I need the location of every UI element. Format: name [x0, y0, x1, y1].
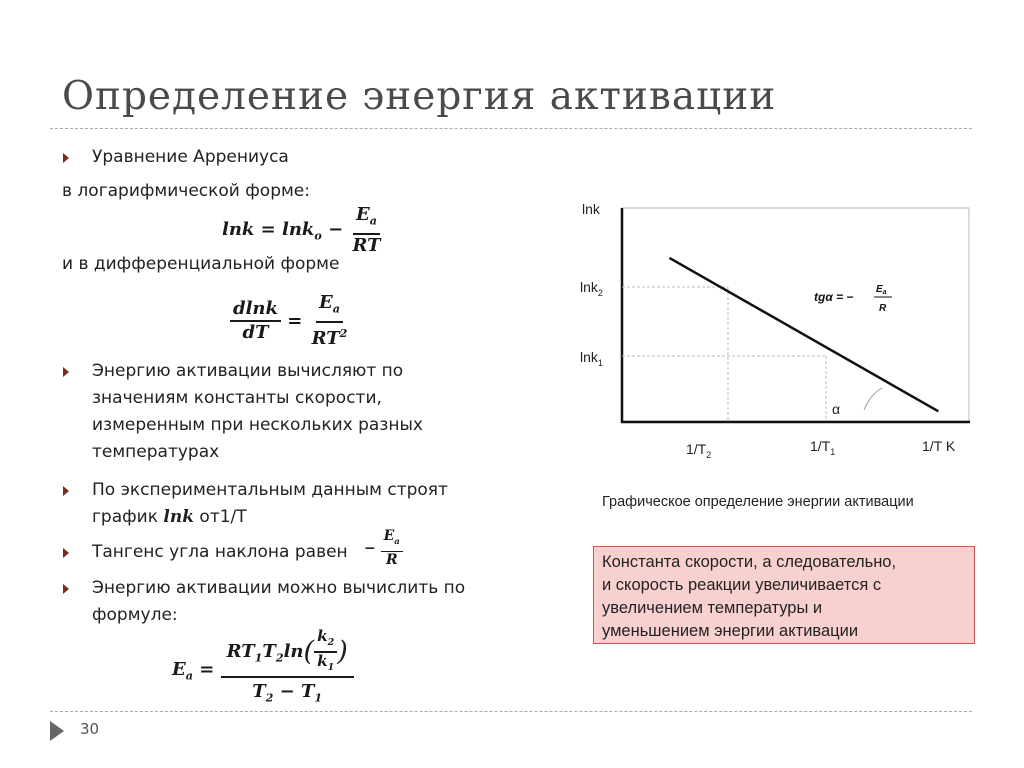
angle-arc — [864, 388, 882, 410]
bullet-marker-icon — [63, 153, 69, 163]
y-tick-lnk1: lnk$_1$ — [580, 349, 603, 368]
bullet-graph: По экспериментальным данным строят график lnk от1/T — [92, 480, 448, 527]
lnk-inline-formula: lnk — [163, 507, 195, 527]
log-form-label: в логарифмической форме: — [62, 181, 310, 201]
next-slide-arrow-icon[interactable] — [50, 721, 64, 741]
slope-annotation — [814, 284, 892, 314]
equation-diff-form: $\frac{dlnk}{dT}$ = $\frac{E_a}{RT^2}$ — [230, 292, 350, 350]
bullet-activation-energy: Энергию активации вычисляют по значениям константы скорости, измеренным при нескольких разных температурах — [92, 361, 423, 462]
x-tick-1-t2: $1/T_2$ — [686, 441, 712, 460]
equation-log-form: lnk = lnk$_o$ − $\frac{E_a}{RT}$ — [222, 204, 381, 256]
tangent-formula: − $\frac{E_a}{R}$ — [364, 528, 403, 569]
svg-text:Ea: $E_a$ — [876, 284, 887, 296]
footer-divider — [50, 711, 972, 712]
series-line — [669, 258, 938, 411]
bullet-arrhenius: Уравнение Аррениуса — [92, 147, 289, 167]
bullet-tangent: Тангенс угла наклона равен — [92, 542, 348, 562]
chart-frame — [622, 208, 969, 421]
equation-ea: $E_a$ = $RT_1T_2\ln$( $\frac{k_2}{k_1}$ ) $T_2 - T_1$ — [172, 628, 354, 713]
y-tick-lnk2: lnk$_2$ — [580, 279, 603, 298]
page-number: 30 — [80, 720, 100, 738]
x-tick-1-t1: $1/T_1$ — [810, 438, 836, 457]
y-axis-label: lnk — [582, 201, 600, 217]
bullet-marker-icon — [63, 548, 69, 558]
bullet-marker-icon — [63, 584, 69, 594]
highlight-note: Константа скорости, а следовательно, и скорость реакции увеличивается с увеличением температуры и уменьшением энергии активации — [593, 546, 975, 644]
svg-text:R: R — [879, 303, 887, 314]
x-axis-label: 1/T K — [922, 438, 956, 454]
title-divider — [50, 128, 972, 129]
bullet-marker-icon — [63, 486, 69, 496]
arrhenius-chart — [570, 190, 990, 490]
bullet-formula: Энергию активации можно вычислить по формуле: — [92, 578, 466, 625]
chart-caption: Графическое определение энергии активации — [602, 494, 914, 510]
diff-form-label: и в дифференциальной форме — [62, 254, 340, 274]
slide-title: Определение энергия активации — [62, 74, 777, 119]
svg-text:tgα = −: tgα = − — [814, 290, 854, 304]
angle-label: α — [832, 401, 841, 417]
bullet-marker-icon — [63, 367, 69, 377]
